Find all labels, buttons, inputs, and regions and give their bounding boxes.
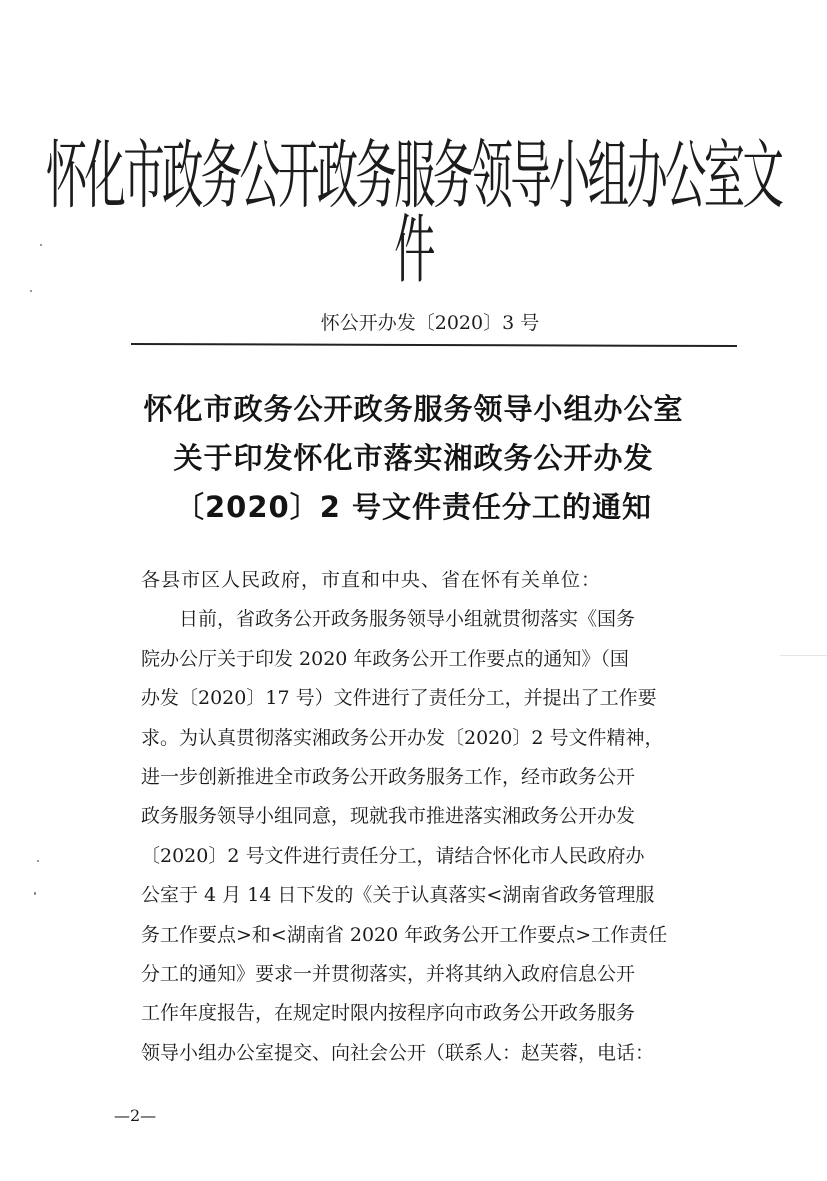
page-number: —2—: [114, 1106, 157, 1125]
body-line: 进一步创新推进全市政务公开政务服务工作，经市政务公开: [141, 765, 636, 788]
salutation: 各县市区人民政府，市直和中央、省在怀有关单位：: [141, 569, 602, 591]
header-divider: [131, 343, 737, 347]
body-line: 办发〔2020〕17 号）文件进行了责任分工，并提出了工作要: [141, 687, 657, 710]
scan-speck: [30, 290, 32, 292]
notice-title: [0, 385, 827, 532]
scan-edge-line: [780, 655, 827, 656]
body-line: 政务服务领导小组同意，现就我市推进落实湘政务公开办发: [141, 805, 636, 828]
title-line: 关于印发怀化市落实湘政务公开办发: [173, 441, 654, 475]
body-line: 〔2020〕2 号文件进行责任分工，请结合怀化市人民政府办: [141, 844, 645, 867]
body-line: 领导小组办公室提交、向社会公开（联系人：赵芙蓉，电话：: [141, 1041, 655, 1064]
body-line: 院办公厅关于印发 2020 年政务公开工作要点的通知》（国: [141, 647, 629, 670]
masthead-title: 怀化市政务公开政务服务领导小组办公室文件: [45, 131, 782, 294]
scan-speck: [34, 892, 36, 895]
scan-speck: [37, 860, 39, 862]
scan-speck: [40, 244, 42, 246]
title-line: 怀化市政务公开政务服务领导小组办公室: [143, 392, 684, 426]
body-line: 日前，省政务公开政务服务领导小组就贯彻落实《国务: [179, 608, 636, 631]
body-text: [141, 561, 731, 1073]
title-line: 〔2020〕2 号文件责任分工的通知: [175, 490, 652, 524]
body-line: 求。为认真贯彻落实湘政务公开办发〔2020〕2 号文件精神，: [141, 726, 664, 749]
body-line: 分工的通知》要求一并贯彻落实，并将其纳入政府信息公开: [141, 962, 636, 985]
body-line: 工作年度报告，在规定时限内按程序向市政务公开政务服务: [141, 1002, 636, 1025]
body-line: 务工作要点>和<湖南省 2020 年政务公开工作要点>工作责任: [141, 923, 668, 946]
document-number: 怀公开办发〔2020〕3 号: [320, 312, 540, 334]
body-line: 公室于 4 月 14 日下发的《关于认真落实<湖南省政务管理服: [141, 884, 655, 907]
